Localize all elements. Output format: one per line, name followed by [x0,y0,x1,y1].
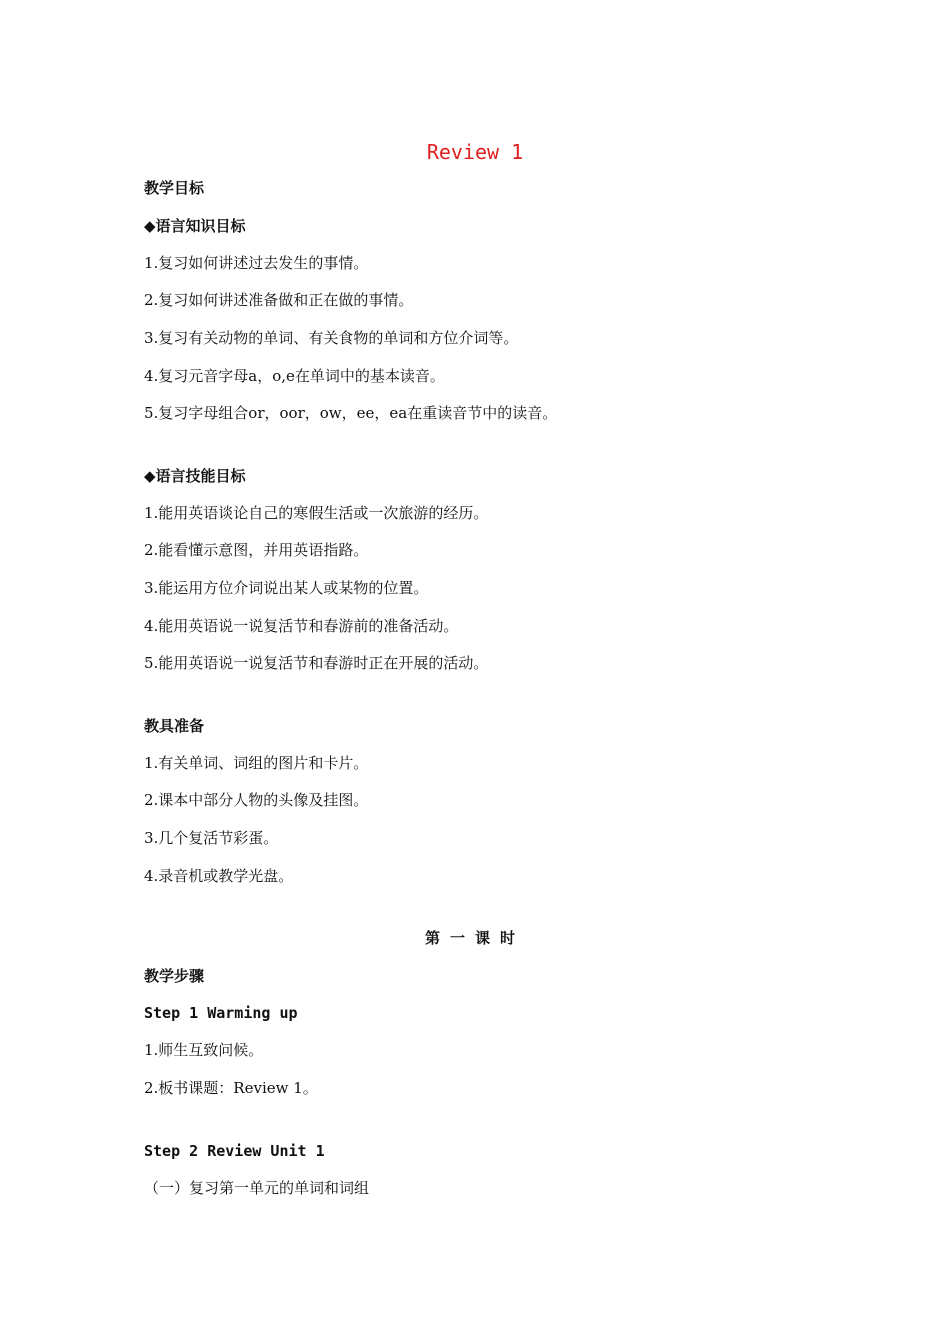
knowledge-goal-item: 3.复习有关动物的单词、有关食物的单词和方位介词等。 [144,329,519,347]
steps-heading: 教学步骤 [144,967,205,985]
skill-goals-heading: ◆语言技能目标 [144,467,246,485]
lesson-heading: 第一课时 [424,929,525,947]
document-title: Review 1 [426,140,524,164]
tool-item: 4.录音机或教学光盘。 [144,867,294,885]
knowledge-goal-item: 4.复习元音字母a，o,e在单词中的基本读音。 [144,367,445,385]
skill-goal-item: 5.能用英语说一说复活节和春游时正在开展的活动。 [144,654,489,672]
knowledge-goal-item: 1.复习如何讲述过去发生的事情。 [144,254,369,272]
step1-heading: Step 1 Warming up [144,1004,298,1022]
tools-heading: 教具准备 [144,717,205,735]
step2-heading: Step 2 Review Unit 1 [144,1142,325,1160]
skill-goal-item: 4.能用英语说一说复活节和春游前的准备活动。 [144,617,459,635]
tool-item: 3.几个复活节彩蛋。 [144,829,279,847]
knowledge-goal-item: 5.复习字母组合or，oor，ow，ee，ea在重读音节中的读音。 [144,404,558,422]
tool-item: 1.有关单词、词组的图片和卡片。 [144,754,369,772]
tool-item: 2.课本中部分人物的头像及挂图。 [144,791,369,809]
skill-goal-item: 3.能运用方位介词说出某人或某物的位置。 [144,579,429,597]
knowledge-goal-item: 2.复习如何讲述准备做和正在做的事情。 [144,291,414,309]
goals-heading: 教学目标 [144,179,205,197]
skill-goal-item: 2.能看懂示意图，并用英语指路。 [144,541,369,559]
step1-item: 1.师生互致问候。 [144,1041,264,1059]
step2-subheading: （一）复习第一单元的单词和词组 [144,1179,370,1197]
skill-goal-item: 1.能用英语谈论自己的寒假生活或一次旅游的经历。 [144,504,489,522]
knowledge-goals-heading: ◆语言知识目标 [144,217,246,235]
step1-item: 2.板书课题：Review 1。 [144,1079,318,1097]
